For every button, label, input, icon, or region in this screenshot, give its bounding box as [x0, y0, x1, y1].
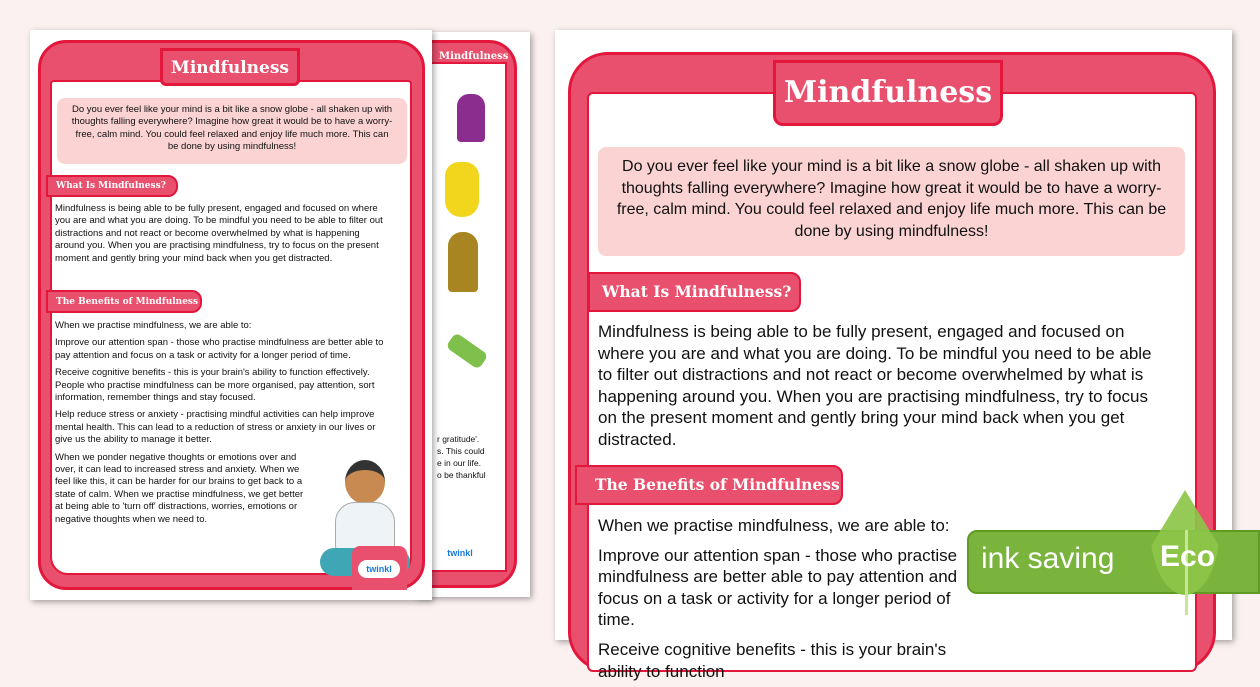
page-title: Mindfulness — [773, 60, 1003, 126]
intro-box: Do you ever feel like your mind is a bit like a snow globe - all shaken up with thoughts falling everywhere? Imagine how great it would be to have a worry-free, calm mind. You could feel relaxed and enjoy life much more. This can be done by using mindfulness! — [598, 147, 1185, 256]
text-fragment: r gratitude'. — [437, 434, 480, 444]
benefit-item: When we ponder negative thoughts or emotions over and over, it can lead to increased stress and anxiety. When we feel like this, it can be harder for our brains to get back to a state of calm. When we practise mindfulness, we get better at being able to 'turn off' distractions, worries, emotions or negative thoughts when we need to. — [55, 451, 304, 525]
benefit-item: Improve our attention span - those who practise mindfulness are better able to pay attention and focus on a task or activity for a longer period of time. — [598, 545, 958, 630]
child-illustration — [457, 94, 485, 142]
badge-label: ink saving — [981, 542, 1115, 575]
benefits-intro: When we practise mindfulness, we are able to: — [55, 320, 252, 331]
eco-label: Eco — [1160, 540, 1216, 573]
twinkl-logo: twinkl — [440, 544, 480, 562]
section-body: Mindfulness is being able to be fully present, engaged and focused on where you are and what you are doing. To be mindful you need to be able to filter out distractions and not react or become overwhelmed by what is happening around you. When you are practising mindfulness, try to focus on the present moment and gently bring your mind back when you get distracted. — [598, 322, 1152, 449]
text-fragment: s. This could — [437, 446, 485, 456]
benefit-item: Receive cognitive benefits - this is your brain's ability to function — [598, 639, 947, 681]
child-illustration — [445, 162, 479, 217]
benefit-item: Receive cognitive benefits - this is your brain's ability to function effectively. People who practise mindfulness can be more organised, pay attention, sort information, remember things and stay focused. — [55, 367, 375, 404]
left-page-preview[interactable] — [30, 30, 432, 600]
ink-saving-badge — [967, 530, 1260, 594]
section-heading: The Benefits of Mindfulness — [575, 465, 843, 505]
benefit-item: Improve our attention span - those who practise mindfulness are better able to pay attention and focus on a task or activity for a longer period of time. — [55, 337, 384, 361]
page-title: Mindfulness — [160, 48, 300, 86]
section-heading: The Benefits of Mindfulness — [46, 290, 202, 313]
twinkl-logo: twinkl — [358, 560, 400, 578]
text-fragment: o be thankful — [437, 470, 486, 480]
section-heading: What Is Mindfulness? — [588, 272, 801, 312]
section-heading: What Is Mindfulness? — [46, 175, 178, 197]
text-fragment: e in our life. — [437, 458, 481, 468]
benefit-item: Help reduce stress or anxiety - practising mindful activities can help improve mental health. This can lead to a reduction of stress or anxiety in our lives or give us the ability to manage it better. — [55, 409, 376, 446]
child-illustration — [448, 232, 478, 292]
section-body: Mindfulness is being able to be fully present, engaged and focused on where you are and what you are doing. To be mindful you need to be able to filter out distractions and not react or become overwhelmed by what is happening around you. When you are practising mindfulness, try to focus on the present moment and gently bring your mind back when you get distracted. — [55, 203, 383, 264]
back-page — [415, 32, 530, 597]
benefits-intro: When we practise mindfulness, we are able to: — [598, 516, 950, 535]
back-page-title: Mindfulness — [439, 51, 509, 62]
intro-box: Do you ever feel like your mind is a bit like a snow globe - all shaken up with thoughts falling everywhere? Imagine how great it would be to have a worry-free, calm mind. You could feel relaxed and enjoy life much more. This can be done by using mindfulness! — [57, 98, 407, 164]
